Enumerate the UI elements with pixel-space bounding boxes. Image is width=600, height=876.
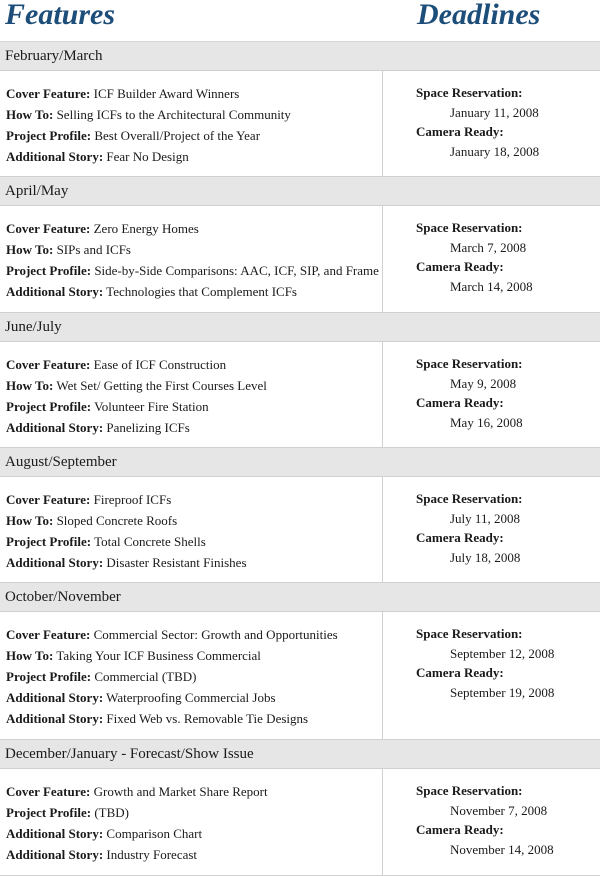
feature-label: Cover Feature: [6, 784, 91, 799]
camera-ready-date: September 19, 2008 [450, 684, 555, 700]
deadlines-heading: Deadlines [417, 0, 541, 31]
feature-text: (TBD) [94, 805, 129, 820]
section-body [0, 71, 600, 177]
space-reservation-date: May 9, 2008 [450, 375, 517, 391]
features-heading: Features [5, 0, 116, 31]
section-title: June/July [0, 313, 600, 342]
feature-text: Fireproof ICFs [93, 492, 172, 507]
camera-ready-label: Camera Ready: [416, 124, 504, 139]
feature-text: Zero Energy Homes [93, 221, 199, 236]
section-title: February/March [0, 42, 600, 71]
feature-text: ICF Builder Award Winners [93, 86, 240, 101]
section-title: August/September [0, 448, 600, 477]
feature-label: Cover Feature: [6, 627, 91, 642]
feature-label: Cover Feature: [6, 221, 91, 236]
deadlines-column [383, 477, 600, 582]
feature-item [6, 260, 382, 281]
feature-item [6, 396, 382, 417]
feature-text: Volunteer Fire Station [94, 399, 209, 414]
space-reservation-label: Space Reservation: [416, 356, 523, 371]
feature-item [6, 375, 382, 396]
feature-label: How To: [6, 242, 54, 257]
section-body [0, 612, 600, 740]
feature-text: Waterproofing Commercial Jobs [106, 690, 276, 705]
space-reservation-label: Space Reservation: [416, 85, 523, 100]
camera-ready-label: Camera Ready: [416, 395, 504, 410]
feature-label: Additional Story: [6, 847, 104, 862]
space-reservation-label: Space Reservation: [416, 491, 523, 506]
schedule-sections [0, 42, 600, 876]
feature-item [6, 146, 382, 167]
feature-text: Commercial Sector: Growth and Opportunities [93, 627, 338, 642]
feature-text: Total Concrete Shells [94, 534, 206, 549]
feature-text: Technologies that Complement ICFs [106, 284, 297, 299]
space-reservation-label: Space Reservation: [416, 783, 523, 798]
feature-item [6, 510, 382, 531]
features-column [0, 477, 383, 582]
feature-text: Industry Forecast [106, 847, 198, 862]
feature-label: Cover Feature: [6, 86, 91, 101]
header [0, 0, 600, 42]
feature-item [6, 687, 382, 708]
feature-text: Best Overall/Project of the Year [94, 128, 261, 143]
section-body [0, 206, 600, 313]
feature-item [6, 624, 382, 645]
feature-text: Panelizing ICFs [106, 420, 190, 435]
features-column [0, 342, 383, 447]
feature-text: Wet Set/ Getting the First Courses Level [56, 378, 267, 393]
camera-ready-label: Camera Ready: [416, 530, 504, 545]
feature-label: Additional Story: [6, 284, 104, 299]
section-title: December/January - Forecast/Show Issue [0, 740, 600, 769]
feature-item [6, 666, 382, 687]
feature-label: Additional Story: [6, 420, 104, 435]
features-column [0, 71, 383, 176]
feature-text: Fixed Web vs. Removable Tie Designs [106, 711, 309, 726]
feature-text: Side-by-Side Comparisons: AAC, ICF, SIP, and Frame [94, 263, 379, 278]
feature-label: Additional Story: [6, 826, 104, 841]
feature-text: Disaster Resistant Finishes [106, 555, 247, 570]
deadlines-column [383, 342, 600, 447]
feature-label: Additional Story: [6, 711, 104, 726]
feature-label: Project Profile: [6, 669, 92, 684]
feature-item [6, 239, 382, 260]
features-column [0, 612, 383, 739]
camera-ready-date: January 18, 2008 [450, 143, 540, 159]
feature-label: Additional Story: [6, 690, 104, 705]
space-reservation-label: Space Reservation: [416, 220, 523, 235]
feature-item [6, 218, 382, 239]
feature-label: How To: [6, 648, 54, 663]
features-column [0, 769, 383, 875]
feature-text: SIPs and ICFs [56, 242, 131, 257]
deadlines-column [383, 206, 600, 312]
camera-ready-date: November 14, 2008 [450, 841, 554, 857]
feature-item [6, 489, 382, 510]
feature-text: Sloped Concrete Roofs [56, 513, 178, 528]
camera-ready-label: Camera Ready: [416, 822, 504, 837]
space-reservation-label: Space Reservation: [416, 626, 523, 641]
feature-item [6, 708, 382, 729]
space-reservation-date: January 11, 2008 [450, 104, 539, 120]
section-body [0, 477, 600, 583]
feature-label: How To: [6, 378, 54, 393]
feature-text: Growth and Market Share Report [93, 784, 268, 799]
feature-label: Project Profile: [6, 399, 92, 414]
camera-ready-label: Camera Ready: [416, 665, 504, 680]
section-body [0, 769, 600, 876]
feature-text: Selling ICFs to the Architectural Community [56, 107, 291, 122]
feature-text: Commercial (TBD) [94, 669, 197, 684]
feature-label: Project Profile: [6, 263, 92, 278]
section-title: October/November [0, 583, 600, 612]
feature-text: Taking Your ICF Business Commercial [56, 648, 261, 663]
feature-item [6, 531, 382, 552]
feature-label: Cover Feature: [6, 492, 91, 507]
feature-label: Additional Story: [6, 555, 104, 570]
feature-item [6, 645, 382, 666]
feature-label: Cover Feature: [6, 357, 91, 372]
feature-item [6, 354, 382, 375]
space-reservation-date: March 7, 2008 [450, 239, 527, 255]
feature-item [6, 552, 382, 573]
feature-label: Additional Story: [6, 149, 104, 164]
feature-item [6, 417, 382, 438]
feature-item [6, 83, 382, 104]
feature-item [6, 823, 382, 844]
feature-item [6, 281, 382, 302]
feature-label: How To: [6, 513, 54, 528]
section-body [0, 342, 600, 448]
deadlines-column [383, 769, 600, 875]
camera-ready-date: March 14, 2008 [450, 278, 533, 294]
camera-ready-label: Camera Ready: [416, 259, 504, 274]
features-column [0, 206, 383, 312]
deadlines-column [383, 71, 600, 176]
feature-text: Comparison Chart [106, 826, 203, 841]
feature-label: Project Profile: [6, 534, 92, 549]
feature-item [6, 104, 382, 125]
feature-label: Project Profile: [6, 128, 92, 143]
feature-item [6, 802, 382, 823]
space-reservation-date: July 11, 2008 [450, 510, 520, 526]
section-title: April/May [0, 177, 600, 206]
camera-ready-date: July 18, 2008 [450, 549, 521, 565]
feature-item [6, 781, 382, 802]
camera-ready-date: May 16, 2008 [450, 414, 523, 430]
feature-text: Fear No Design [106, 149, 189, 164]
feature-text: Ease of ICF Construction [93, 357, 227, 372]
feature-label: Project Profile: [6, 805, 92, 820]
feature-label: How To: [6, 107, 54, 122]
space-reservation-date: September 12, 2008 [450, 645, 555, 661]
feature-item [6, 125, 382, 146]
space-reservation-date: November 7, 2008 [450, 802, 548, 818]
deadlines-column [383, 612, 600, 739]
